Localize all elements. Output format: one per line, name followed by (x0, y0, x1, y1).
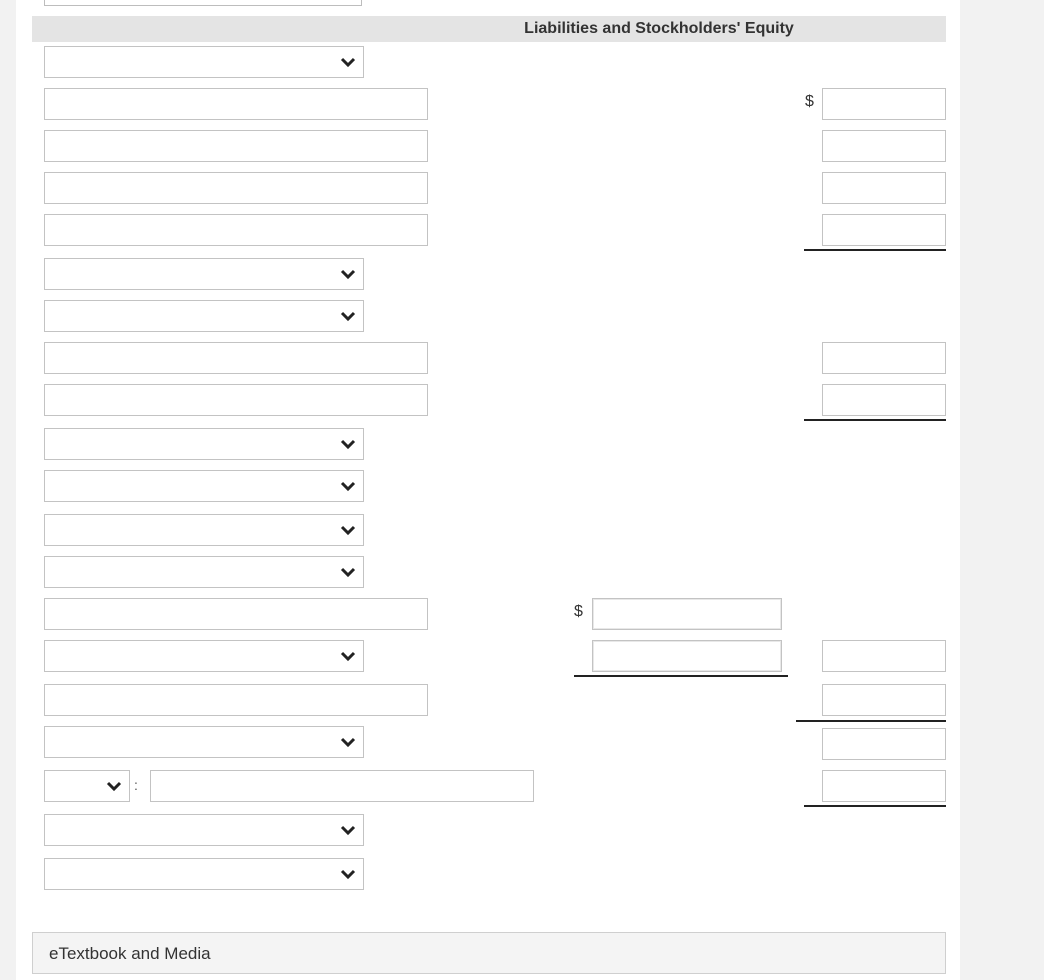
account-name-input[interactable] (44, 598, 428, 630)
account-dropdown[interactable] (44, 556, 364, 588)
account-name-input[interactable] (44, 172, 428, 204)
account-dropdown[interactable] (44, 726, 364, 758)
amount-input[interactable] (822, 728, 946, 760)
account-name-input[interactable] (44, 384, 428, 416)
account-dropdown[interactable] (44, 46, 364, 78)
chevron-down-icon (339, 436, 357, 452)
amount-input[interactable] (822, 172, 946, 204)
etextbook-media-label: eTextbook and Media (49, 944, 211, 963)
account-name-input-previous[interactable] (44, 0, 362, 6)
chevron-down-icon (339, 478, 357, 494)
account-dropdown[interactable] (44, 514, 364, 546)
underline-rule (804, 419, 946, 421)
account-dropdown[interactable] (44, 814, 364, 846)
amount-input[interactable] (822, 770, 946, 802)
separator-colon: : (134, 777, 138, 793)
account-name-input[interactable] (44, 214, 428, 246)
chevron-down-icon (339, 648, 357, 664)
amount-input[interactable] (822, 130, 946, 162)
chevron-down-icon (339, 822, 357, 838)
chevron-down-icon (339, 54, 357, 70)
dollar-sign: $ (805, 93, 814, 110)
account-name-input[interactable] (44, 684, 428, 716)
amount-input[interactable] (822, 214, 946, 246)
account-name-input[interactable] (44, 88, 428, 120)
chevron-down-icon (105, 778, 123, 794)
account-name-input[interactable] (44, 342, 428, 374)
account-dropdown[interactable] (44, 640, 364, 672)
chevron-down-icon (339, 266, 357, 282)
amount-input[interactable] (822, 640, 946, 672)
account-dropdown[interactable] (44, 428, 364, 460)
etextbook-media-button[interactable] (32, 932, 946, 974)
amount-input[interactable] (822, 342, 946, 374)
section-title: Liabilities and Stockholders' Equity (524, 20, 794, 37)
underline-rule (804, 249, 946, 251)
dollar-sign: $ (574, 603, 583, 620)
chevron-down-icon (339, 564, 357, 580)
account-dropdown[interactable] (44, 470, 364, 502)
underline-rule (574, 675, 788, 677)
account-dropdown[interactable] (44, 258, 364, 290)
chevron-down-icon (339, 522, 357, 538)
amount-input[interactable] (822, 88, 946, 120)
description-input[interactable] (150, 770, 534, 802)
small-dropdown[interactable] (44, 770, 130, 802)
chevron-down-icon (339, 734, 357, 750)
amount-input-middle[interactable] (592, 598, 782, 630)
amount-input-middle[interactable] (592, 640, 782, 672)
amount-input[interactable] (822, 384, 946, 416)
account-dropdown[interactable] (44, 858, 364, 890)
amount-input[interactable] (822, 684, 946, 716)
underline-rule (796, 720, 946, 722)
account-dropdown[interactable] (44, 300, 364, 332)
chevron-down-icon (339, 866, 357, 882)
chevron-down-icon (339, 308, 357, 324)
account-name-input[interactable] (44, 130, 428, 162)
underline-rule (804, 805, 946, 807)
section-header (32, 16, 946, 42)
